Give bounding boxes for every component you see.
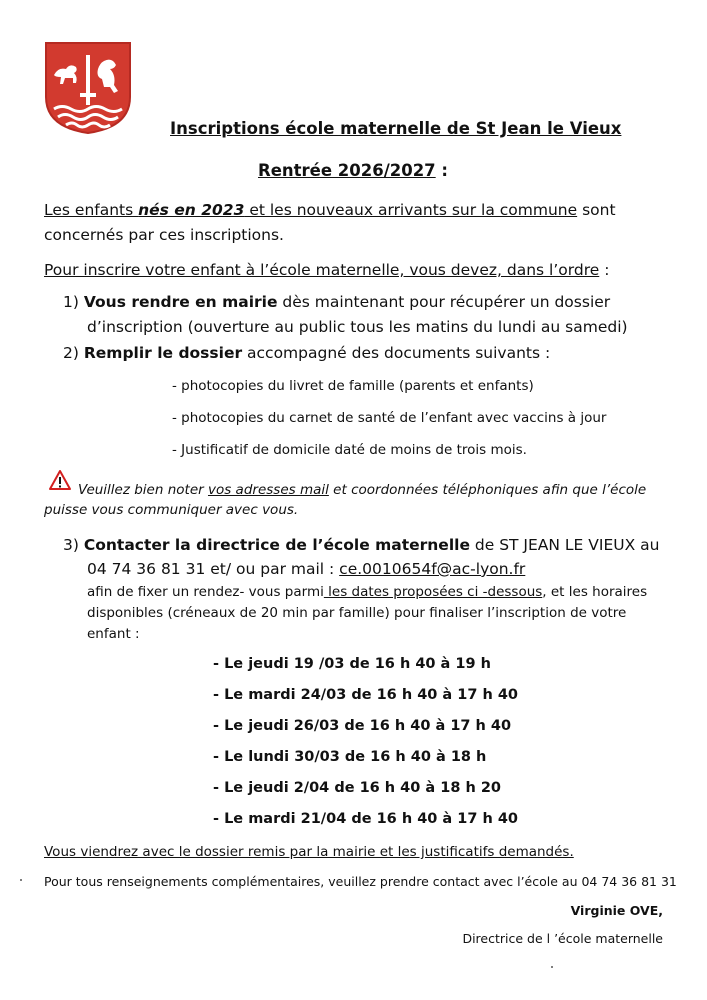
warning-line-2: puisse vous communiquer avec vous. — [44, 502, 299, 518]
appointment-date: - Le mardi 24/03 de 16 h 40 à 17 h 40 — [213, 687, 519, 703]
email-link[interactable]: ce.0010654f@ac-lyon.fr — [339, 560, 526, 578]
contact-info: Pour tous renseignements complémentaires, veuillez prendre contact avec l’école au 04 74 36 81 31 — [44, 874, 677, 889]
page-subtitle: Rentrée 2026/2027 : — [258, 161, 449, 180]
intro-line-1: Les enfants nés en 2023 et les nouveaux arrivants sur la commune sont — [44, 201, 616, 219]
appointment-date: - Le jeudi 19 /03 de 16 h 40 à 19 h — [213, 656, 491, 672]
intro-line-2: concernés par ces inscriptions. — [44, 226, 284, 244]
scan-speck — [551, 966, 553, 968]
step-3: 3) Contacter la directrice de l’école maternelle de ST JEAN LE VIEUX au — [63, 536, 660, 554]
step-3-contact: 04 74 36 81 31 et/ ou par mail : ce.0010654f@ac-lyon.fr — [87, 560, 526, 578]
document-item: - Justificatif de domicile daté de moins de trois mois. — [172, 442, 527, 458]
step-1-detail: d’inscription (ouverture au public tous les matins du lundi au samedi) — [87, 318, 628, 336]
closing-note: Vous viendrez avec le dossier remis par la mairie et les justificatifs demandés. — [44, 844, 574, 860]
appointment-date: - Le lundi 30/03 de 16 h 40 à 18 h — [213, 749, 487, 765]
appointment-date: - Le jeudi 26/03 de 16 h 40 à 17 h 40 — [213, 718, 512, 734]
appointment-date: - Le jeudi 2/04 de 16 h 40 à 18 h 20 — [213, 780, 502, 796]
coat-of-arms-icon — [44, 41, 132, 135]
step-3-line-3: afin de fixer un rendez- vous parmi les dates proposées ci -dessous, et les horaires — [87, 584, 648, 600]
page-title: Inscriptions école maternelle de St Jean le Vieux — [170, 119, 622, 138]
scan-speck — [20, 879, 22, 881]
step-3-line-4: disponibles (créneaux de 20 min par famille) pour finaliser l’inscription de votre — [87, 605, 627, 621]
step-3-line-5: enfant : — [87, 626, 140, 642]
step-2: 2) Remplir le dossier accompagné des documents suivants : — [63, 344, 551, 362]
appointment-date: - Le mardi 21/04 de 16 h 40 à 17 h 40 — [213, 811, 519, 827]
warning-line-1: Veuillez bien noter vos adresses mail et coordonnées téléphoniques afin que l’école — [78, 482, 647, 498]
step-1: 1) Vous rendre en mairie dès maintenant pour récupérer un dossier — [63, 293, 611, 311]
document-item: - photocopies du livret de famille (parents et enfants) — [172, 378, 534, 394]
document-item: - photocopies du carnet de santé de l’enfant avec vaccins à jour — [172, 410, 607, 426]
signature-role: Directrice de l ’école maternelle — [462, 931, 663, 946]
signature-name: Virginie OVE, — [570, 903, 663, 918]
warning-icon — [48, 469, 72, 491]
instructions-heading: Pour inscrire votre enfant à l’école maternelle, vous devez, dans l’ordre : — [44, 261, 610, 279]
